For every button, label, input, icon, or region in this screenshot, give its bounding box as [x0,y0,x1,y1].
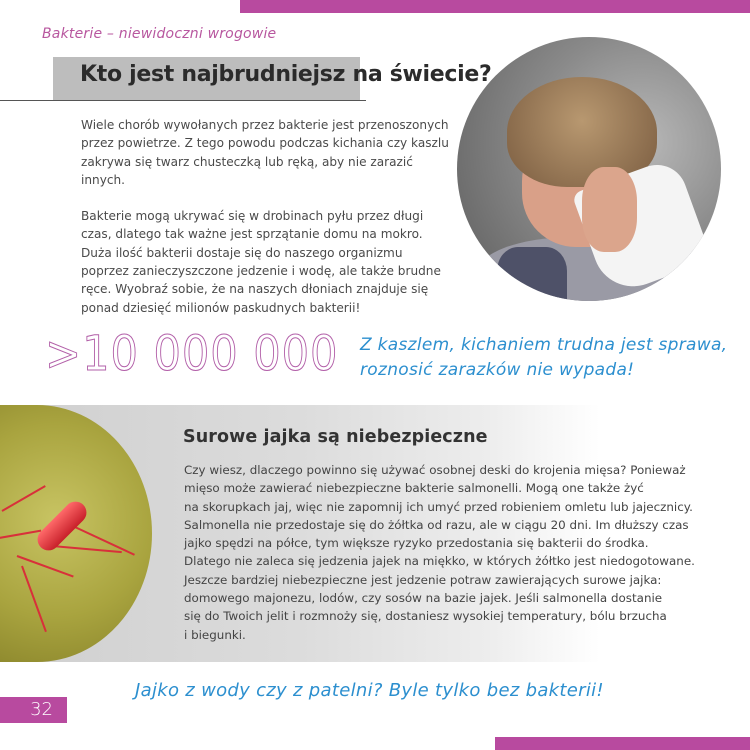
page-number: 32 [0,697,67,723]
salmonella-bacteria-illustration [0,405,152,662]
section1-title: Kto jest najbrudniejsz na świecie? [80,62,492,87]
section2-line: i biegunki. [184,627,246,642]
running-head: Bakterie – niewidoczni wrogowie [42,26,277,42]
rhyme-quote-1-line-2: roznosić zarazków nie wypada! [360,360,635,380]
section2-line: jajko spędzi na półce, tym większe ryzyko przedostania się bakterii do środka. [184,536,649,551]
photo-vest [497,247,567,301]
section2-line: się do Twoich jelit i rozmnoży się, dostaniesz wysokiej temperatury, bólu brzucha [184,609,667,624]
section2-title: Surowe jajka są niebezpieczne [183,427,488,447]
top-accent-bar [240,0,750,13]
bacteria-count-stat: >10 000 000 [45,326,339,382]
section2-body [184,461,704,644]
section1-body [81,116,453,317]
section2-line: mięso może zawierać niebezpieczne bakterie salmonelli. Mogą one także żyć [184,481,644,496]
section2-line: Czy wiesz, dlaczego powinno się używać osobnej deski do krojenia mięsa? Ponieważ [184,463,686,477]
bottom-accent-bar [495,737,750,750]
section2-line: Salmonella nie przedostaje się do żółtka od razu, ale w ciągu 20 dni. Im dłuższy czas [184,517,689,532]
section1-paragraph-2: Bakterie mogą ukrywać się w drobinach pyłu przez długi czas, dlatego tak ważne jest sprzątanie domu na mokro. Duża ilość bakterii dostaje się do naszego organizmu poprzez zanieczyszczone jedzenie i wodę, ale także brudne ręce. Wyobraź sobie, że na naszych dłoniach znajduje się ponad dziesięć milionów paskudnych bakterii! [81,209,441,315]
section2-line: Jeszcze bardziej niebezpieczne jest jedzenie potraw zawierających surowe jajka: [184,572,662,587]
rhyme-quote-1-line-1: Z kaszlem, kichaniem trudna jest sprawa, [360,335,728,355]
title-underline [0,100,366,101]
section2-line: Dlatego nie zaleca się jedzenia jajek na miękko, w których żółtko jest niedogotowane. [184,554,695,569]
sneezing-child-photo [457,37,721,301]
section2-line: na skorupkach jaj, więc nie zapomnij ich umyć przed robieniem omletu lub jajecznicy. [184,499,693,514]
rhyme-quote-2: Jajko z wody czy z patelni? Byle tylko bez bakterii! [135,680,604,701]
section2-line: domowego majonezu, lodów, czy sosów na bazie jajek. Jeśli salmonella dostanie [184,591,663,606]
photo-hand [582,167,637,252]
section1-paragraph-1: Wiele chorób wywołanych przez bakterie jest przenoszonych przez powietrze. Z tego powodu podczas kichania czy kaszlu zakrywa się twarz chusteczką lub ręką, aby nie zarazić innych. [81,118,449,187]
rhyme-quote-1 [360,333,727,383]
